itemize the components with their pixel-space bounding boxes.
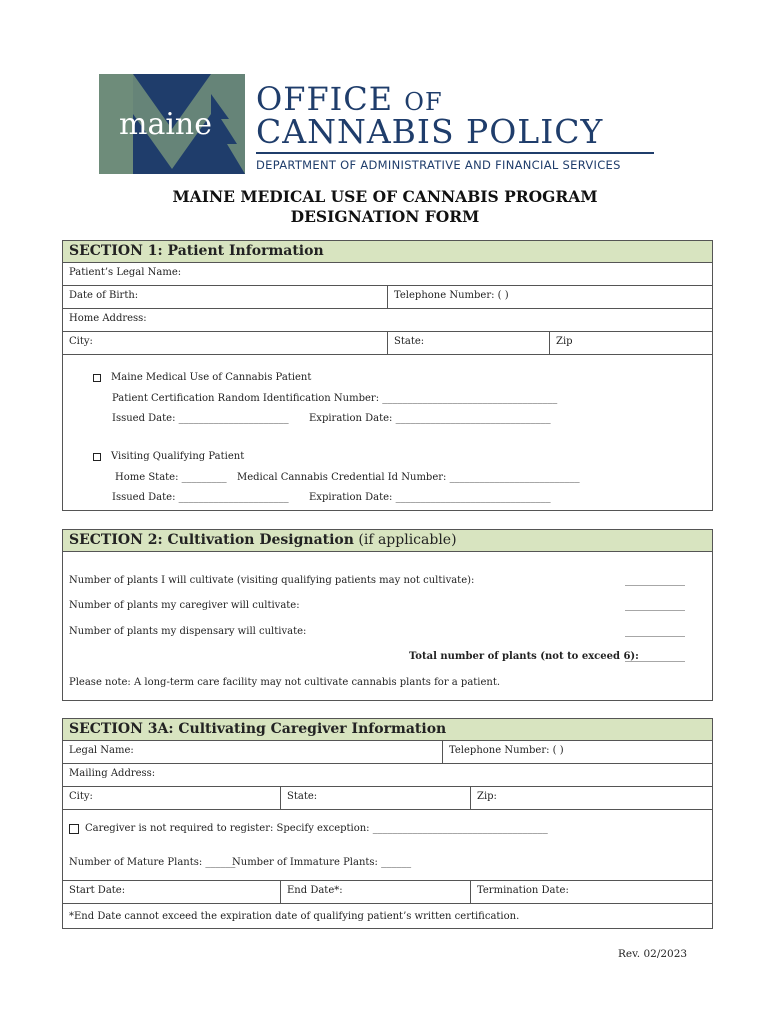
logo-office-line: OFFICE OF (256, 80, 443, 118)
logo-cannabis-policy-line: CANNABIS POLICY (256, 112, 604, 151)
caregiver-exception-checkbox[interactable] (69, 824, 79, 834)
caregiver-state-field[interactable]: State: (280, 787, 470, 809)
patient-legal-name-label: Patient’s Legal Name: (69, 267, 182, 278)
city-state-zip-row (63, 332, 712, 355)
dispensary-plants-label: Number of plants my dispensary will cultivate: (69, 626, 307, 637)
home-state-field[interactable]: Home State: _________ (115, 472, 227, 483)
revision-date: Rev. 02/2023 (618, 948, 688, 960)
logo-state-word: maine (119, 107, 213, 142)
form-title-line1: MAINE MEDICAL USE OF CANNABIS PROGRAM (172, 187, 598, 206)
patient-state-field[interactable]: State: (387, 332, 549, 354)
section3a-heading: SECTION 3A: Cultivating Caregiver Information (63, 719, 712, 741)
immature-plants-field[interactable]: Number of Immature Plants: ______ (232, 857, 412, 868)
visiting-patient-label: Visiting Qualifying Patient (111, 451, 245, 462)
maine-patient-option[interactable] (93, 372, 311, 383)
patient-legal-name-field[interactable] (63, 263, 712, 286)
caregiver-telephone-field[interactable]: Telephone Number: ( ) (442, 741, 712, 763)
caregiver-mailing-address-field[interactable] (63, 764, 712, 787)
caregiver-plants-label: Number of plants my caregiver will cultivate: (69, 600, 300, 611)
termination-date-field[interactable]: Termination Date: (470, 881, 712, 903)
date-of-birth-field[interactable]: Date of Birth: (69, 290, 139, 301)
maine-patient-checkbox[interactable] (93, 374, 101, 382)
credential-id-field[interactable]: Medical Cannabis Credential Id Number: __________________________ (237, 472, 580, 483)
section2-heading: SECTION 2: Cultivation Designation (if applicable) (63, 530, 712, 552)
certification-number-field[interactable]: Patient Certification Random Identification Number: ___________________________________ (112, 393, 558, 404)
form-title-line2: DESIGNATION FORM (290, 207, 480, 226)
visiting-patient-option[interactable] (93, 451, 244, 462)
caregiver-exception-label: Caregiver is not required to register: Specify exception: ___________________________________ (85, 823, 548, 834)
caregiver-name-phone-row (63, 741, 712, 764)
section1-heading: SECTION 1: Patient Information (63, 241, 712, 263)
maine-patient-label: Maine Medical Use of Cannabis Patient (111, 372, 312, 383)
dispensary-plants-blank[interactable]: ____________ (625, 626, 685, 637)
total-plants-blank[interactable]: ____________ (625, 651, 685, 662)
maine-expiration-date-field[interactable]: Expiration Date: _______________________________ (309, 413, 551, 424)
caregiver-legal-name-field[interactable]: Legal Name: (69, 745, 134, 756)
section3a-caregiver-information (62, 718, 713, 929)
logo-divider (256, 152, 654, 154)
home-address-field[interactable] (63, 309, 712, 332)
caregiver-city-field[interactable]: City: (69, 791, 93, 802)
caregiver-city-state-zip-row (63, 787, 712, 810)
visiting-expiration-date-field[interactable]: Expiration Date: _______________________________ (309, 492, 551, 503)
patient-zip-field[interactable]: Zip (549, 332, 712, 354)
visiting-issued-date-field[interactable]: Issued Date: ______________________ (112, 492, 289, 503)
total-plants-label: Total number of plants (not to exceed 6): (409, 651, 639, 662)
mature-plants-field[interactable]: Number of Mature Plants: ______ (69, 857, 236, 868)
end-date-footnote: *End Date cannot exceed the expiration date of qualifying patient’s written certification. (69, 911, 520, 922)
logo-department-line: DEPARTMENT OF ADMINISTRATIVE AND FINANCIAL SERVICES (256, 158, 621, 172)
own-plants-label: Number of plants I will cultivate (visiting qualifying patients may not cultivate): (69, 575, 475, 586)
patient-city-field[interactable]: City: (69, 336, 93, 347)
dob-phone-row (63, 286, 712, 309)
caregiver-plants-blank[interactable]: ____________ (625, 600, 685, 611)
ltc-facility-note: Please note: A long-term care facility may not cultivate cannabis plants for a patient. (69, 677, 501, 688)
end-date-field[interactable]: End Date*: (280, 881, 470, 903)
own-plants-blank[interactable]: ____________ (625, 575, 685, 586)
caregiver-exception-option[interactable] (69, 823, 548, 834)
caregiver-dates-row (63, 881, 712, 904)
patient-telephone-field[interactable]: Telephone Number: ( ) (387, 286, 712, 308)
maine-issued-date-field[interactable]: Issued Date: ______________________ (112, 413, 289, 424)
caregiver-zip-field[interactable]: Zip: (470, 787, 712, 809)
caregiver-exception-block (63, 810, 712, 881)
mailing-address-label: Mailing Address: (69, 768, 156, 779)
visiting-patient-checkbox[interactable] (93, 453, 101, 461)
section2-cultivation-designation (62, 529, 713, 701)
section1-patient-information (62, 240, 713, 511)
maine-logo-mark (99, 74, 245, 174)
start-date-field[interactable]: Start Date: (69, 885, 126, 896)
home-address-label: Home Address: (69, 313, 147, 324)
